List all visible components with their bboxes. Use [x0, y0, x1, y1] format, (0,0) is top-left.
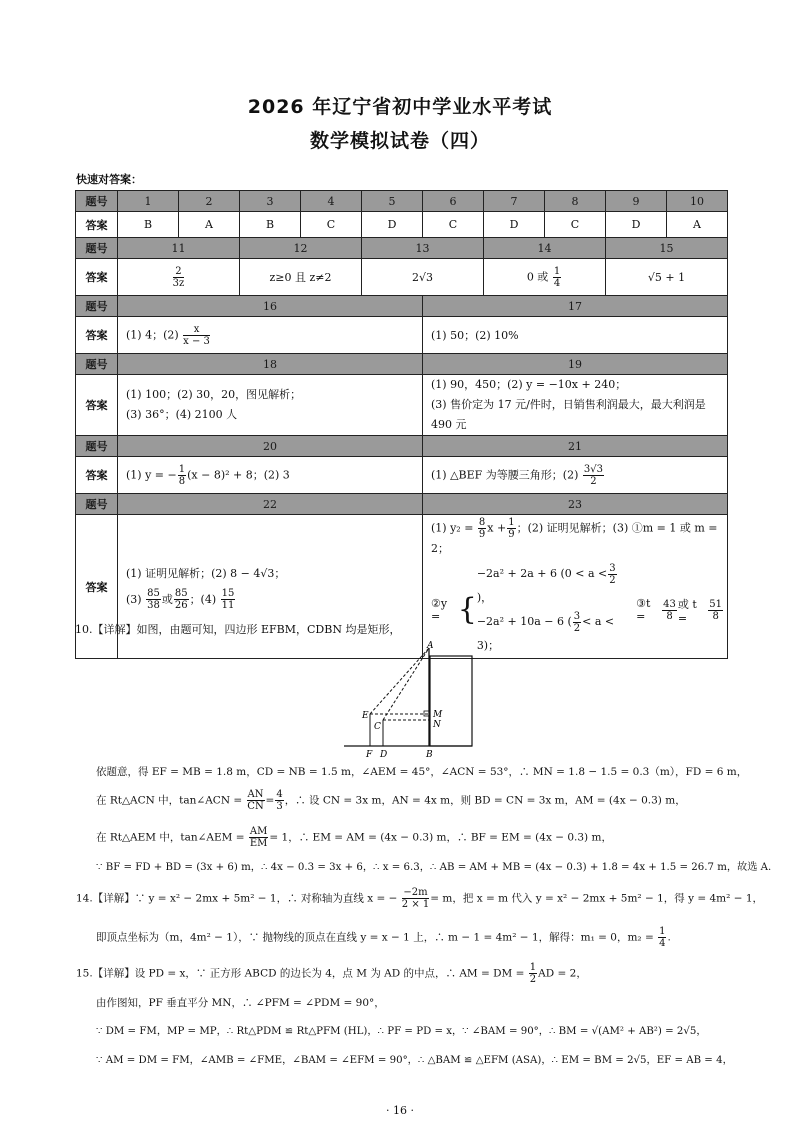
fraction	[573, 611, 581, 634]
row-label: 题号	[76, 191, 118, 212]
answer-cell: B	[118, 212, 179, 238]
fraction	[173, 266, 185, 289]
answer-text: ②y =	[431, 597, 448, 623]
question-number: 20	[118, 436, 423, 457]
numerator: 4	[276, 789, 283, 800]
solution-text: 15.【详解】设 PD = x，∵ 正方形 ABCD 的边长为 4，点 M 为 AD 的中点，∴ AM = DM =	[76, 967, 525, 980]
table-row	[76, 191, 728, 212]
row-label: 答案	[76, 457, 118, 494]
numerator: 3	[573, 610, 581, 622]
solution-10-line4: ∵ BF = FD + BD = (3x + 6) m，∴ 4x − 0.3 = 3x + 6，∴ x = 6.3，∴ AB = AM + MB = (4x − 0.3) + 1.8 = 4x + 1.5 = 26.7 m，故选 A.	[96, 862, 772, 873]
answer-cell: D	[362, 212, 423, 238]
label-n: N	[433, 720, 441, 730]
question-number: 12	[240, 238, 362, 259]
label-f: F	[366, 750, 373, 758]
solution-10-line3	[96, 826, 612, 849]
answer-cell	[118, 457, 423, 494]
fraction	[553, 266, 561, 289]
solution-text: 14.【详解】∵ y = x² − 2mx + 5m² − 1，∴ 对称轴为直线 x = −	[76, 892, 398, 905]
row-label: 答案	[76, 375, 118, 436]
question-number: 8	[545, 191, 606, 212]
piecewise-case	[477, 562, 628, 610]
row-label: 题号	[76, 238, 118, 259]
answer-line: (1) 90，450；(2) y = −10x + 240；	[431, 378, 627, 391]
label-d: D	[380, 750, 388, 758]
denominator: 11	[221, 600, 235, 611]
row-label: 题号	[76, 436, 118, 457]
answer-cell: √5 + 1	[606, 259, 728, 296]
denominator: 8	[712, 610, 719, 622]
question-number: 7	[484, 191, 545, 212]
denominator: 2 × 1	[401, 899, 430, 910]
question-number: 11	[118, 238, 240, 259]
table-row	[76, 238, 728, 259]
question-number: 10	[667, 191, 728, 212]
answer-cell: D	[606, 212, 667, 238]
table-row	[76, 212, 728, 238]
fraction	[247, 789, 265, 812]
numerator: 3√3	[583, 463, 603, 475]
denominator: 2	[609, 574, 616, 586]
denominator: EM	[249, 838, 268, 849]
answer-text: (1) △BEF 为等腰三角形；(2)	[431, 468, 579, 481]
denominator: x − 3	[183, 335, 210, 347]
solution-text: = m，把 x = m 代入 y = x² − 2mx + 5m² − 1，得 y = 4m² − 1，	[430, 892, 764, 905]
answer-line: (3) 售价定为 17 元/件时，日销售利润最大，最大利润是 490 元	[431, 398, 706, 431]
solution-10-line2	[96, 789, 686, 812]
question-number: 19	[423, 354, 728, 375]
numerator: 8	[478, 517, 486, 528]
solution-text: 在 Rt△ACN 中，tan∠ACN =	[96, 794, 243, 807]
numerator: x	[183, 324, 210, 336]
answer-line	[126, 587, 419, 613]
solution-text: .	[667, 931, 671, 944]
fraction	[708, 599, 723, 622]
segment-ea	[370, 648, 429, 714]
row-label: 答案	[76, 515, 118, 659]
solution-text: ，∴ 设 CN = 3x m，AN = 4x m，则 BD = CN = 3x m，AM = (4x − 0.3) m，	[284, 794, 686, 807]
page-number: · 16 ·	[386, 1104, 414, 1117]
answer-cell: C	[545, 212, 606, 238]
denominator: 3	[276, 801, 283, 812]
exam-title: 2026 年辽宁省初中学业水平考试	[247, 96, 553, 118]
answer-text: (1) 4；(2)	[126, 328, 179, 341]
solution-text: 即顶点坐标为（m，4m² − 1），∵ 抛物线的顶点在直线 y = x − 1 上，∴ m − 1 = 4m² − 1，解得：m₁ = 0，m₂ =	[96, 931, 654, 944]
answer-text: ；(4)	[189, 592, 217, 606]
numerator: 43	[663, 598, 676, 610]
numerator: AN	[247, 789, 264, 800]
question-number: 13	[362, 238, 484, 259]
numerator: 51	[709, 598, 722, 610]
numerator: AM	[249, 826, 268, 837]
row-label: 题号	[76, 354, 118, 375]
question-number: 6	[423, 191, 484, 212]
table-row	[76, 457, 728, 494]
numerator: −2m	[403, 887, 428, 898]
fraction	[402, 887, 429, 910]
answer-cell: C	[301, 212, 362, 238]
row-label: 题号	[76, 494, 118, 515]
solution-text: 在 Rt△AEM 中，tan∠AEM =	[96, 831, 245, 844]
numerator: 85	[174, 588, 188, 599]
numerator: 1	[508, 517, 515, 528]
denominator: 26	[174, 600, 188, 611]
answer-cell	[423, 375, 728, 436]
solution-15-line4: ∵ AM = DM = FM，∠AMB = ∠FME，∠BAM = ∠EFM = 90°，∴ △BAM ≌ △EFM (ASA)，∴ EM = BM = 2√5，EF = AB = 4，	[96, 1055, 733, 1066]
numerator: 85	[147, 588, 160, 599]
fraction	[178, 464, 186, 487]
fraction	[221, 588, 236, 611]
answer-text: (1) y₂ =	[431, 521, 474, 535]
question-number: 1	[118, 191, 179, 212]
solution-15-line1	[76, 962, 587, 985]
row-label: 题号	[76, 296, 118, 317]
fraction	[275, 789, 283, 812]
answer-cell: A	[667, 212, 728, 238]
question-number: 4	[301, 191, 362, 212]
numerator: 2	[173, 266, 185, 278]
question-number: 2	[179, 191, 240, 212]
answer-text: 或	[161, 592, 173, 606]
answer-cell	[423, 515, 728, 659]
row-label: 答案	[76, 259, 118, 296]
row-label: 答案	[76, 317, 118, 354]
answer-text: 0 或	[526, 270, 549, 283]
table-row	[76, 296, 728, 317]
solution-text: = 1，∴ EM = AM = (4x − 0.3) m，∴ BF = EM = (4x − 0.3) m，	[269, 831, 612, 844]
denominator: 38	[147, 600, 160, 611]
piecewise-cases	[477, 562, 628, 658]
table-row	[76, 259, 728, 296]
answer-cell: A	[179, 212, 240, 238]
question-number: 5	[362, 191, 423, 212]
label-b: B	[426, 750, 433, 758]
solution-10-intro: 10.【详解】如图，由题可知，四边形 EFBM，CDBN 均是矩形，	[75, 623, 401, 636]
numerator: 1	[659, 926, 666, 937]
question-number: 21	[423, 436, 728, 457]
label-a: A	[427, 641, 434, 651]
answer-text: x +	[487, 521, 507, 535]
solution-15-line2: 由作图知，PF 垂直平分 MN，∴ ∠PFM = ∠PDM = 90°，	[96, 997, 385, 1009]
answer-cell: z≥0 且 z≠2	[240, 259, 362, 296]
fraction	[662, 599, 677, 622]
label-e: E	[362, 711, 369, 721]
brace-symbol: {	[457, 592, 477, 627]
table-row	[76, 317, 728, 354]
table-row	[76, 494, 728, 515]
solution-text: AD = 2，	[538, 967, 587, 980]
fraction	[529, 962, 537, 985]
answer-text: −2a² + 2a + 6 (0 < a <	[476, 567, 608, 580]
answer-line: (1) 证明见解析；(2) 8 − 4√3；	[126, 566, 286, 580]
denominator: 2	[529, 974, 537, 985]
quick-answers-label: 快速对答案：	[76, 173, 142, 186]
answer-cell	[423, 457, 728, 494]
answer-text: −2a² + 10a − 6 (	[476, 615, 572, 628]
question-number: 22	[118, 494, 423, 515]
answer-line	[431, 517, 724, 556]
denominator: 3z	[172, 277, 185, 289]
question-number: 14	[484, 238, 606, 259]
denominator: 9	[508, 529, 515, 540]
building-rect	[430, 656, 472, 746]
fraction	[478, 517, 486, 540]
answer-text: ③t =	[636, 597, 651, 623]
denominator: 8	[666, 610, 673, 622]
answer-cell: 2√3	[362, 259, 484, 296]
fraction	[146, 588, 161, 611]
numerator: 3	[609, 562, 616, 574]
denominator: 9	[478, 529, 486, 540]
label-m: M	[433, 710, 443, 720]
solution-text: =	[265, 794, 275, 807]
fraction	[658, 926, 666, 949]
denominator: 2	[590, 475, 597, 487]
fraction	[507, 517, 515, 540]
numerator: 1	[529, 962, 537, 973]
answer-line: (3) 36°；(4) 2100 人	[126, 408, 238, 421]
segment-ca	[383, 648, 429, 720]
fraction	[583, 464, 604, 487]
answer-cell	[118, 317, 423, 354]
table-row	[76, 375, 728, 436]
denominator: 4	[553, 277, 561, 289]
answer-text: 或 t =	[677, 597, 697, 625]
solution-15-line3: ∵ DM = FM，MP = MP，∴ Rt△PDM ≌ Rt△PFM (HL)，∴ PF = PD = x，∵ ∠BAM = 90°，∴ BM = √(AM² + AB²) = 2√5，	[96, 1026, 707, 1037]
answer-cell: (1) 50；(2) 10%	[423, 317, 728, 354]
question-number: 3	[240, 191, 301, 212]
answer-cell: B	[240, 212, 301, 238]
answer-text: (1) y = −	[126, 468, 177, 481]
numerator: 1	[178, 463, 186, 475]
fraction	[249, 826, 268, 849]
answer-text: (3)	[126, 592, 142, 606]
numerator: 1	[553, 265, 561, 277]
answer-text: (x − 8)² + 8；(2) 3	[187, 468, 290, 481]
question-number: 16	[118, 296, 423, 317]
question-number: 9	[606, 191, 667, 212]
fraction	[174, 588, 189, 611]
denominator: CN	[247, 801, 264, 812]
question-number: 23	[423, 494, 728, 515]
solution-14-line1	[76, 887, 763, 910]
answer-cell	[118, 259, 240, 296]
row-label: 答案	[76, 212, 118, 238]
answer-cell	[118, 375, 423, 436]
question-number: 18	[118, 354, 423, 375]
answer-cell	[484, 259, 606, 296]
label-c: C	[374, 722, 381, 732]
answer-line: (1) 100；(2) 30，20，图见解析；	[126, 388, 302, 401]
solution-14-line2	[96, 926, 671, 949]
numerator: 15	[221, 588, 235, 599]
question-number: 15	[606, 238, 728, 259]
denominator: 4	[659, 938, 666, 949]
question-number: 17	[423, 296, 728, 317]
denominator: 2	[573, 622, 581, 634]
denominator: 8	[178, 475, 186, 487]
table-row	[76, 436, 728, 457]
exam-subtitle: 数学模拟试卷（四）	[309, 130, 490, 152]
table-row	[76, 354, 728, 375]
answer-text: )，	[476, 591, 493, 604]
solution-10-line1: 依题意，得 EF = MB = 1.8 m，CD = NB = 1.5 m，∠AEM = 45°，∠ACN = 53°，∴ MN = 1.8 − 1.5 = 0.3（m），FD = 6 m，	[96, 766, 748, 778]
answer-text: ；(2) 证明见解析；(3) ①m = 1 或 m = 2；	[431, 521, 718, 555]
answer-table	[75, 190, 728, 659]
geometry-figure	[330, 640, 490, 758]
piecewise-case	[477, 610, 628, 658]
fraction	[183, 324, 210, 347]
answer-cell: D	[484, 212, 545, 238]
answer-cell: C	[423, 212, 484, 238]
answer-text: < a < 3)；	[476, 615, 615, 652]
fraction	[608, 563, 616, 586]
